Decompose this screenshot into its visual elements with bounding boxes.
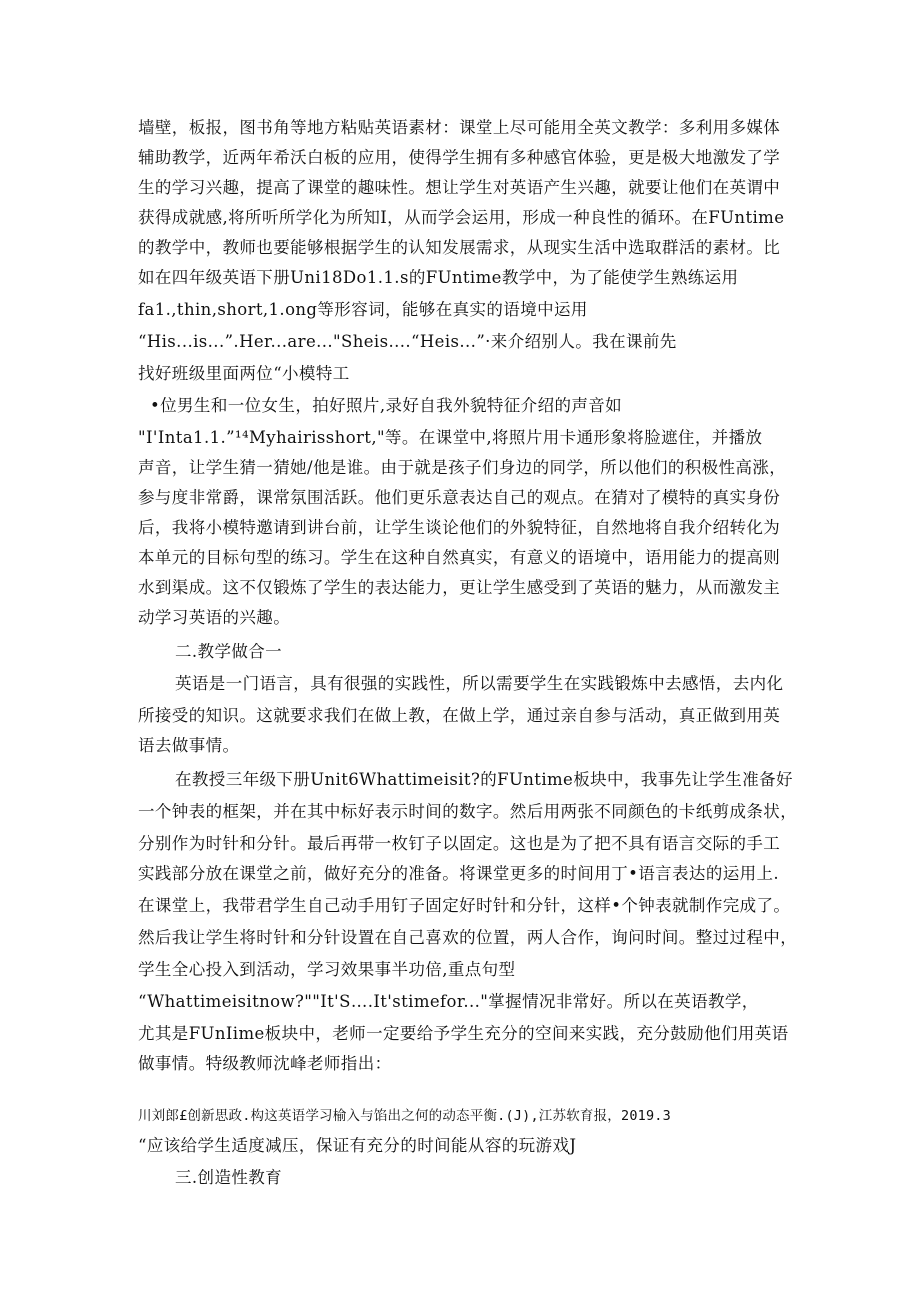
text-line: 分别作为时针和分针。最后再带一枚钉子以固定。这也是为了把不具有语言交际的手工 [138, 834, 781, 853]
text-line: 尤其是FUnIime板块中，老师一定要给予学生充分的空间来实践，充分鼓励他们用英语 [138, 1024, 789, 1043]
section-heading: 三.创造性教育 [175, 1168, 283, 1187]
text-line: 所接受的知识。这就要求我们在做上教，在做上学，通过亲自参与活动，真正做到用英 [138, 706, 781, 725]
bullet-text-line: •位男生和一位女生，拍好照片,录好自我外貌特征介绍的声音如 [150, 396, 623, 415]
text-line: 在课堂上，我带君学生自己动手用钉子固定好时针和分针，这样•个钟表就制作完成了。 [138, 896, 791, 915]
text-line: 英语是一门语言，具有很强的实践性，所以需要学生在实践锻炼中去感悟，去内化 [175, 674, 784, 693]
text-line: 做事情。特级教师沈峰老师指出： [138, 1054, 392, 1073]
footnote: 川刘郎£创新思政.构这英语学习榆入与馅出之何的动态平衡.(J),江苏软育报，2019.3 [138, 1108, 671, 1124]
text-line: 在教授三年级下册Unit6Whattimeisit?的FUntime板块中，我事先让学生准备好 [175, 770, 793, 789]
text-line: 语去做事情。 [138, 736, 240, 755]
text-line: 声音，让学生猜一猜她/他是谁。由于就是孩子们身边的同学，所以他们的积极性高涨， [138, 458, 787, 477]
text-line: 辅助教学，近两年希沃白板的应用，使得学生拥有多种感官体验，更是极大地激发了学 [138, 148, 781, 167]
text-line: 动学习英语的兴趣。 [138, 608, 291, 627]
text-line: 生的学习兴趣，提高了课堂的趣味性。想让学生对英语产生兴趣，就要让他们在英谓中 [138, 178, 781, 197]
text-line: “His...is...”.Her...are..."Sheis....“Heis...”·来介绍别人。我在课前先 [138, 332, 677, 351]
section-heading: 二.教学做合一 [175, 642, 283, 661]
text-line: 一个钟表的框架，并在其中标好表示时间的数字。然后用两张不同颜色的卡纸剪成条状， [138, 802, 798, 821]
text-line: 水到渠成。这不仅锻炼了学生的表达能力，更让学生感受到了英语的魅力，从而激发主 [138, 578, 781, 597]
text-line: 找好班级里面两位“小模特工 [138, 364, 350, 383]
text-line: 参与度非常爵，课常氛围活跃。他们更乐意表达自己的观点。在猜对了模特的真实身份 [138, 488, 781, 507]
quote-line: “应该给学生适度减压，保证有充分的时间能从容的玩游戏J [138, 1136, 577, 1155]
text-line: 然后我让学生将时针和分针设置在自己喜欢的位置，两人合作，询问时间。整过过程中， [138, 928, 798, 947]
text-line: 墙壁，板报，图书角等地方粘贴英语素材：课堂上尽可能用全英文教学：多利用多媒体 [138, 118, 781, 137]
text-line: fa1.,thin,short,1.ong等形容词，能够在真实的语境中运用 [138, 300, 588, 319]
text-line: 实践部分放在课堂之前，做好充分的准备。将课堂更多的时间用丁•语言表达的运用上. [138, 864, 780, 883]
text-line: 后，我将小模特邀请到讲台前，让学生谈论他们的外貌特征，自然地将自我介绍转化为 [138, 518, 781, 537]
text-line: "I'Inta1.1.”¹⁴Myhairisshort,"等。在课堂中,将照片用卡通形象将脸遮住，并播放 [138, 428, 763, 447]
text-line: 本单元的目标句型的练习。学生在这种自然真实，有意义的语境中，语用能力的提高则 [138, 548, 781, 567]
text-line: 的教学中，教师也要能够根据学生的认知发展需求，从现实生活中选取群活的素材。比 [138, 238, 781, 257]
text-line: 获得成就感,将所听所学化为所知I，从而学会运用，形成一种良性的循环。在FUntime [138, 208, 785, 227]
text-line: 如在四年级英语下册Uni18Do1.1.s的FUntime教学中，为了能使学生熟练运用 [138, 268, 739, 287]
text-line: “Whattimeisitnow?""It'S….It'stimefor..."掌握情况非常好。所以在英语教学， [138, 992, 759, 1011]
text-line: 学生全心投入到活动，学习效果事半功倍,重点句型 [138, 960, 516, 979]
